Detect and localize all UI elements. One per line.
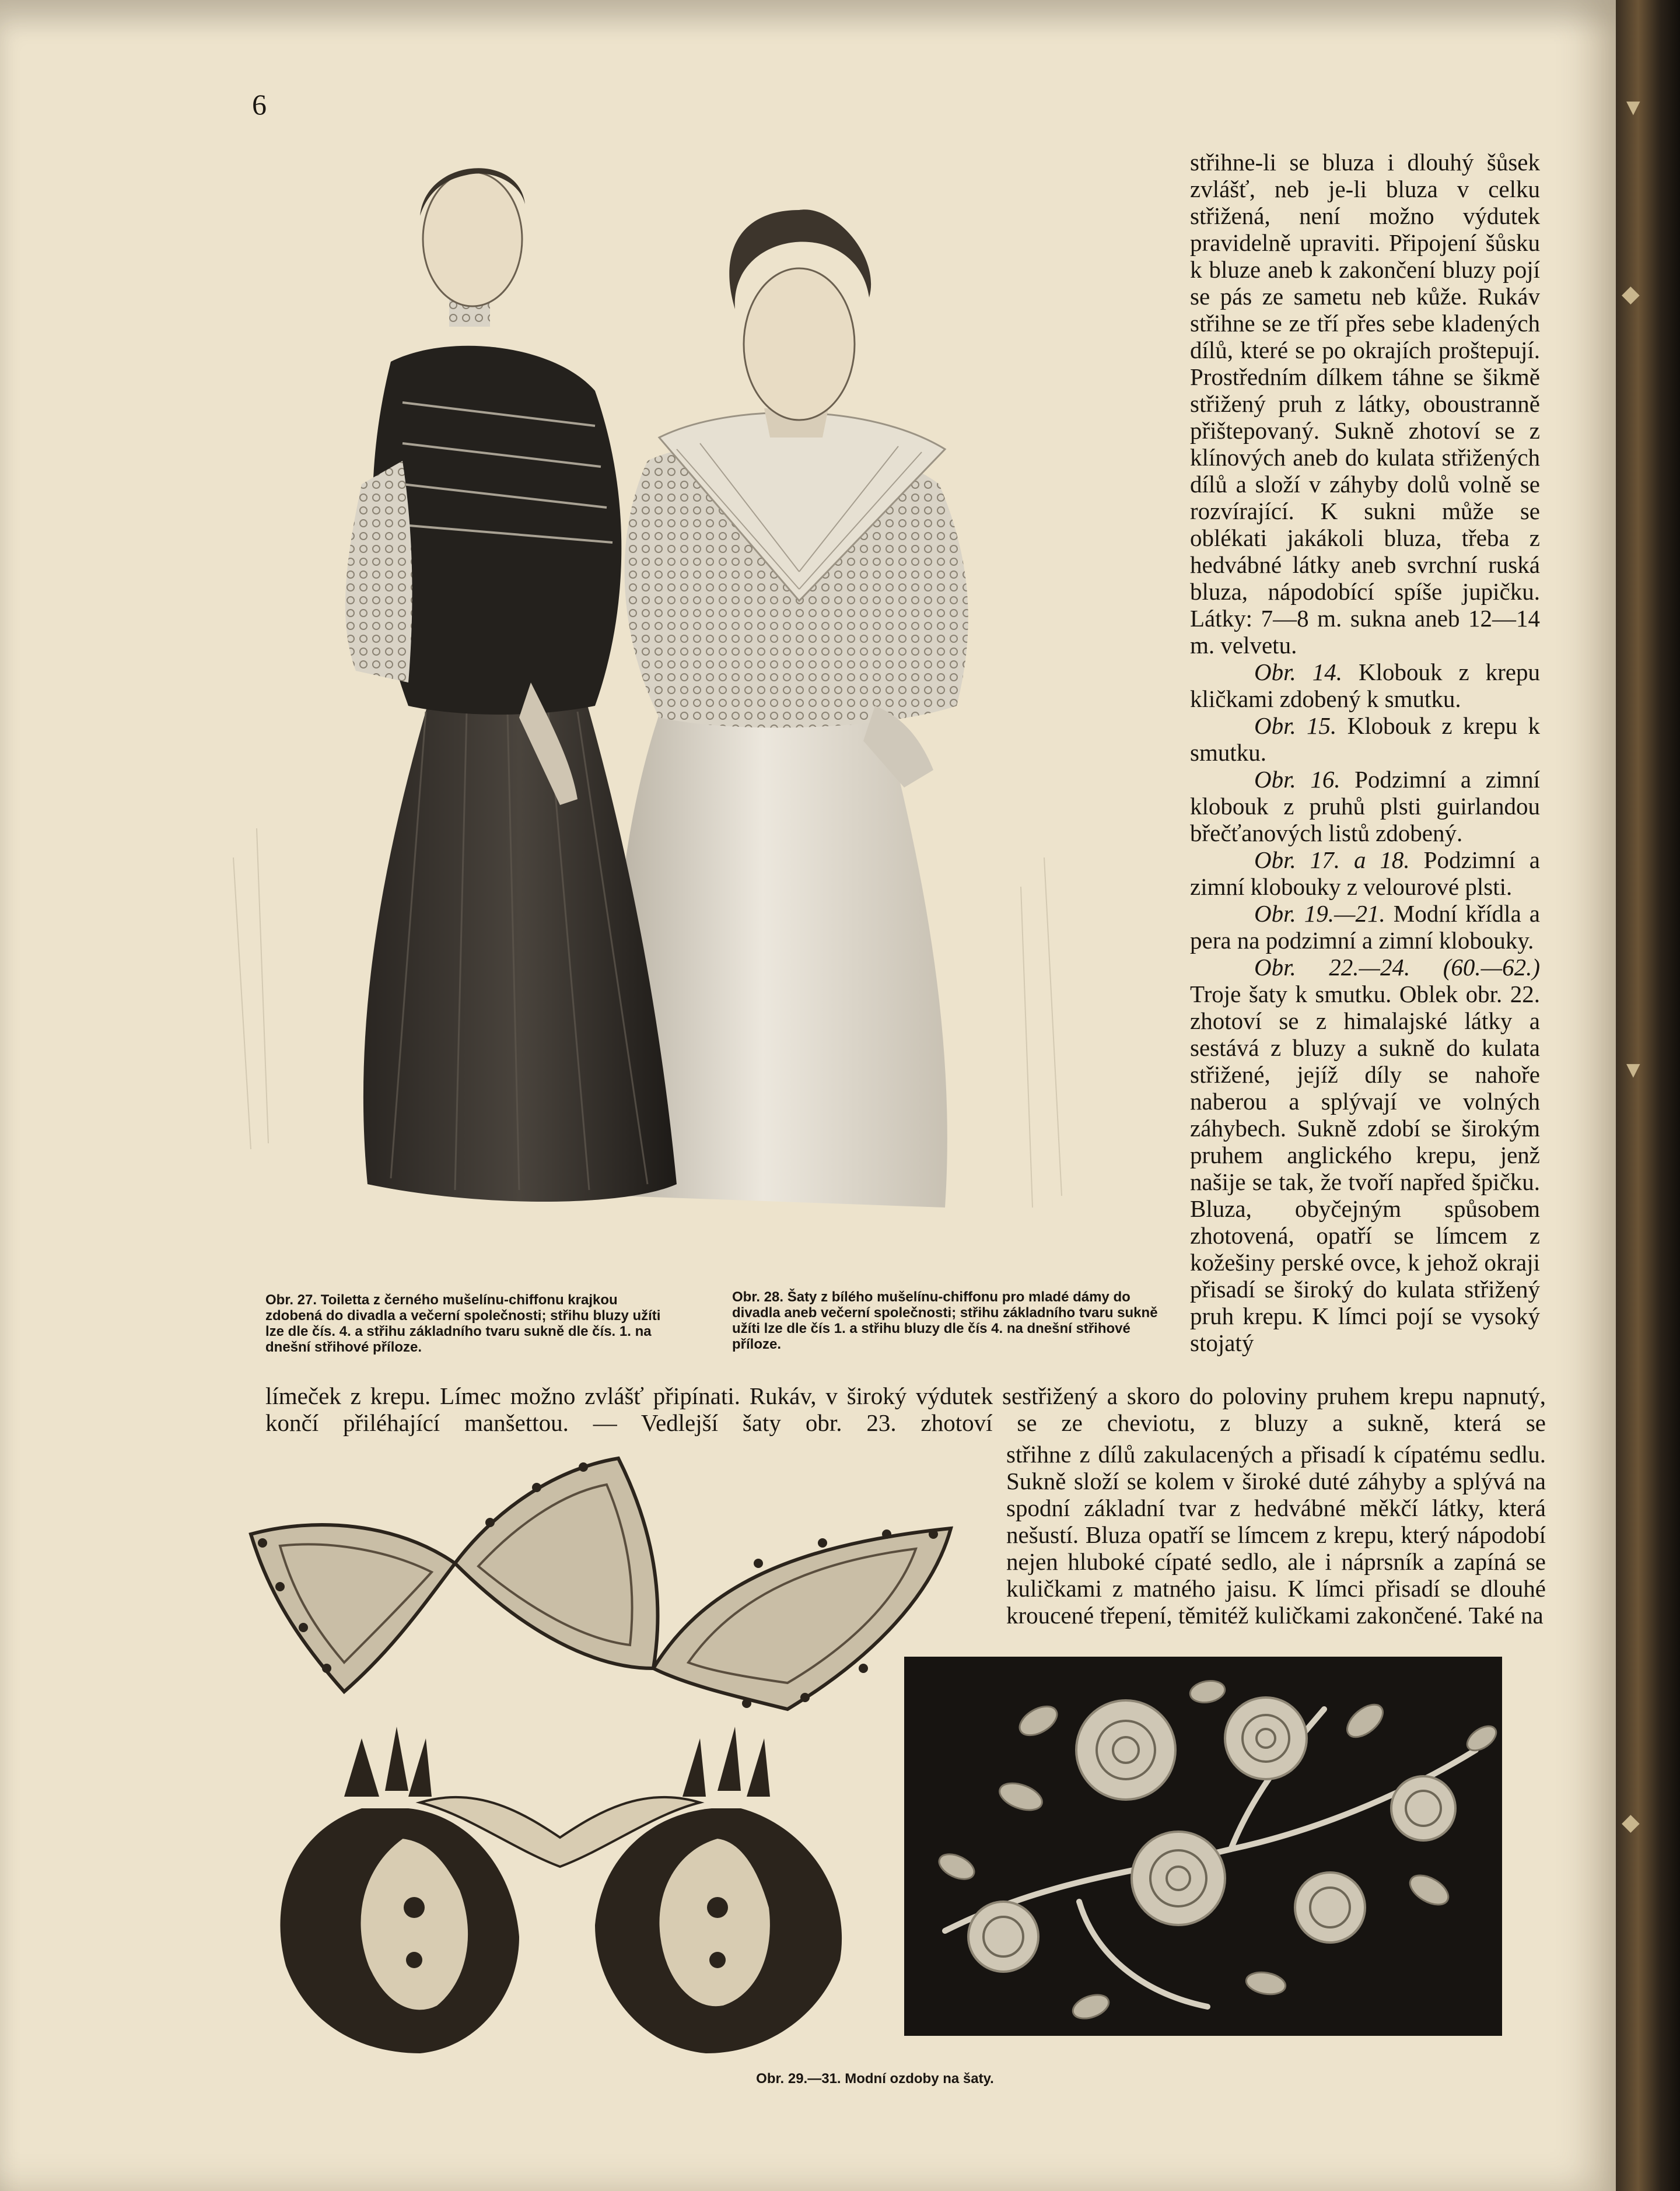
figure-ref: Obr. 19.—21. [1254,900,1385,927]
paragraph-text: Troje šaty k smutku. Oblek obr. 22. zhotoví se z himalajské látky a sestává z bluzy a sukně do kulata střižené, jejíž díly se nahoře naberou a splývají ve volných záhybech. Sukně zdobí se širokým pruhem anglického krepu, jenž našije se tak, že tvoří napřed špičku. Bluza, obyčejným spůsobem zhotovená, opatří se límcem z kožešiny perské ovce, k jehož okraji přisadí se široký do kulata střižený pruh krepu. K límci pojí se vysoký stojatý [1190,981,1540,1356]
paragraph-obr-17-18 [1190,846,1540,900]
figure-ref: Obr. 14. [1254,659,1342,685]
cutwork-collar-ornament [245,1447,963,1715]
fashion-illustration-figures-27-28 [216,158,1149,1248]
caption-fig-27: Obr. 27. Toiletta z černého mušelínu-chiffonu krajkou zdobená do divadla a večerní společnosti; střihu bluzy užíti lze dle čís. 4. a střihu základního tvaru sukně dle čís. 1. na dnešní střihové příloze. [265,1292,661,1355]
paragraph-text: Podzimní a zimní klobouk z pruhů plsti guirlandou břečťanových listů zdobený. [1190,766,1540,846]
scroll-embroidery-ornament [245,1715,875,2065]
paragraph-obr-19-21 [1190,900,1540,954]
page-number: 6 [252,88,267,121]
binding-mark-1: ▼ [1622,94,1645,120]
rose-lace-appliqué-photo [904,1657,1502,2036]
paragraph-obr-16 [1190,766,1540,846]
collar-ornament-drawing [245,1447,963,1715]
figure-ref: Obr. 17. a 18. [1254,846,1410,873]
dresses-illustration [216,158,1149,1248]
figure-ref: Obr. 16. [1254,766,1340,793]
paragraph-text: Podzimní a zimní klobouky z velourové plsti. [1190,846,1540,900]
paragraph-text: Klobouk z krepu k smutku. [1190,712,1540,766]
paragraph-obr-22-24 [1190,954,1540,1356]
right-text-column [1190,149,1540,1356]
figure-ref: Obr. 22.—24. (60.—62.) [1254,954,1540,981]
paragraph-obr-15 [1190,712,1540,766]
binding-mark-2: ◆ [1622,281,1640,307]
scroll-ornament-drawing [245,1715,875,2065]
paragraph-obr-14 [1190,659,1540,712]
rose-lace-drawing [904,1657,1502,2036]
binding-mark-4: ◆ [1622,1809,1640,1835]
lower-text-column: střihne z dílů zakulacených a přisadí k cípatému sedlu. Sukně složí se kolem v široké duté záhyby a splývá na spodní základní tvar z hedvábné měkčí látky, která nešustí. Bluza opatří se límcem z krepu, který nápodobí nejen hluboké cípaté sedlo, ale i náprsník a zapíná se kuličkami z matného jaisu. K límci přisadí se dlouhé kroucené třepení, těmitéž kuličkami zakončené. Také na [1006,1441,1546,1629]
paragraph-blouse-continuation: střihne-li se bluza i dlouhý šůsek zvlášť, neb je-li bluza v celku střižená, není možno výdutek pravidelně upraviti. Připojení šůsku k bluze aneb k zakončení bluzy pojí se pás ze sametu neb kůže. Rukáv střihne se ze tří přes sebe kladených dílů, které se po okrajích proštepují. Prostředním dílkem táhne se šikmě střižený pruh z látky, oboustranně přištepovaný. Sukně zhotoví se z klínových aneb do kulata střižených dílů a složí v záhyby dolů volně se rozvírající. K sukni může se oblékati jakákoli bluza, třeba z hedvábné látky aneb svrchní ruská bluza, nápodobící spíše jupičku. Látky: 7—8 m. sukna aneb 12—14 m. velvetu. [1190,149,1540,659]
caption-fig-29-31: Obr. 29.—31. Modní ozdoby na šaty. [756,2071,994,2087]
caption-fig-28: Obr. 28. Šaty z bílého mušelínu-chiffonu pro mladé dámy do divadla aneb večerní společnosti; střihu základního tvaru sukně užíti lze dle čís 1. a střihu bluzy dle čís 4. na dnešní střihové příloze. [732,1289,1158,1352]
book-binding [1616,0,1680,2191]
binding-mark-3: ▼ [1622,1056,1645,1083]
figure-ref: Obr. 15. [1254,712,1337,739]
full-width-text: límeček z krepu. Límec možno zvlášť připínati. Rukáv, v široký výdutek sestřižený a skoro do poloviny pruhem krepu napnutý, končí přiléhající manšettou. — Vedlejší šaty obr. 23. zhotoví se ze cheviotu, z bluzy a sukně, která se [265,1382,1546,1436]
paragraph-text: Modní křídla a pera na podzimní a zimní klobouky. [1190,900,1540,954]
paragraph-text: Klobouk z krepu kličkami zdobený k smutku. [1190,659,1540,712]
